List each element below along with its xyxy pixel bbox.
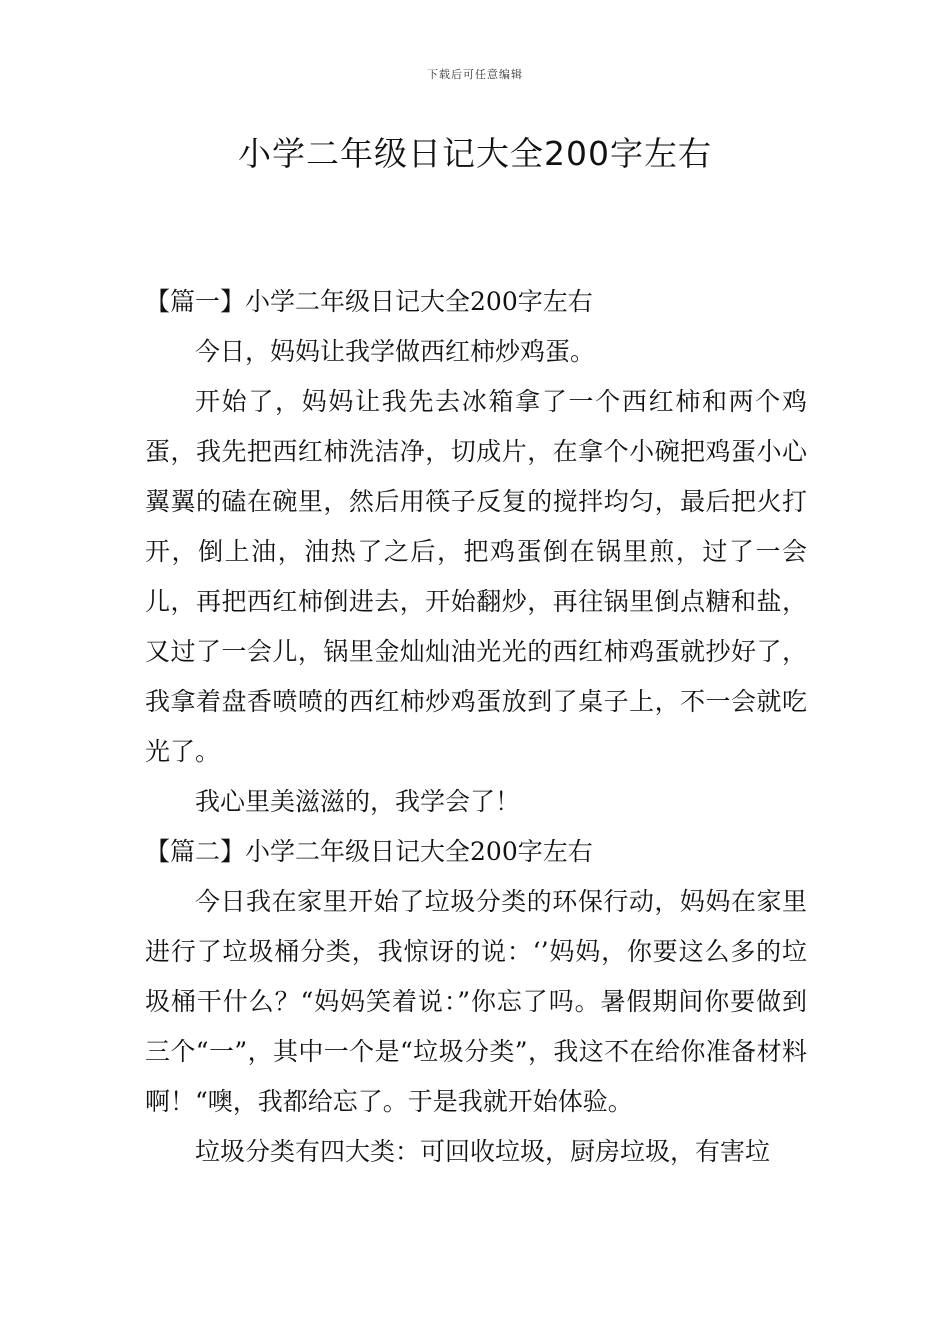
section-heading: 【篇二】小学二年级日记大全200字左右 bbox=[145, 837, 593, 866]
paragraph: 今日我在家里开始了垃圾分类的环保行动，妈妈在家里进行了垃圾桶分类，我惊讶的说：‘’妈妈，你要这么多的垃圾桶干什么？“妈妈笑着说：”你忘了吗。暑假期间你要做到三个“一”，其中一个是“垃圾分类”，我这不在给你准备材料啊！“噢，我都给忘了。于是我就开始体验。 bbox=[145, 887, 807, 1116]
paragraph: 开始了，妈妈让我先去冰箱拿了一个西红柿和两个鸡蛋，我先把西红柿洗洁净，切成片，在拿个小碗把鸡蛋小心翼翼的磕在碗里，然后用筷子反复的搅拌均匀，最后把火打开，倒上油，油热了之后，把鸡蛋倒在锅里煎，过了一会儿，再把西红柿倒进去，开始翻炒，再往锅里倒点糖和盐，又过了一会儿，锅里金灿灿油光光的西红柿鸡蛋就抄好了，我拿着盘香喷喷的西红柿炒鸡蛋放到了桌子上，不一会就吃光了。 bbox=[145, 387, 807, 766]
document-body bbox=[145, 277, 807, 1177]
section-heading: 【篇一】小学二年级日记大全200字左右 bbox=[145, 287, 593, 316]
paragraph: 今日，妈妈让我学做西红柿炒鸡蛋。 bbox=[195, 337, 596, 366]
paragraph: 垃圾分类有四大类：可回收垃圾，厨房垃圾，有害垃 bbox=[195, 1137, 771, 1166]
paragraph: 我心里美滋滋的，我学会了！ bbox=[195, 787, 521, 816]
document-title: 小学二年级日记大全200字左右 bbox=[238, 134, 712, 173]
header-note: 下载后可任意编辑 bbox=[427, 68, 523, 81]
